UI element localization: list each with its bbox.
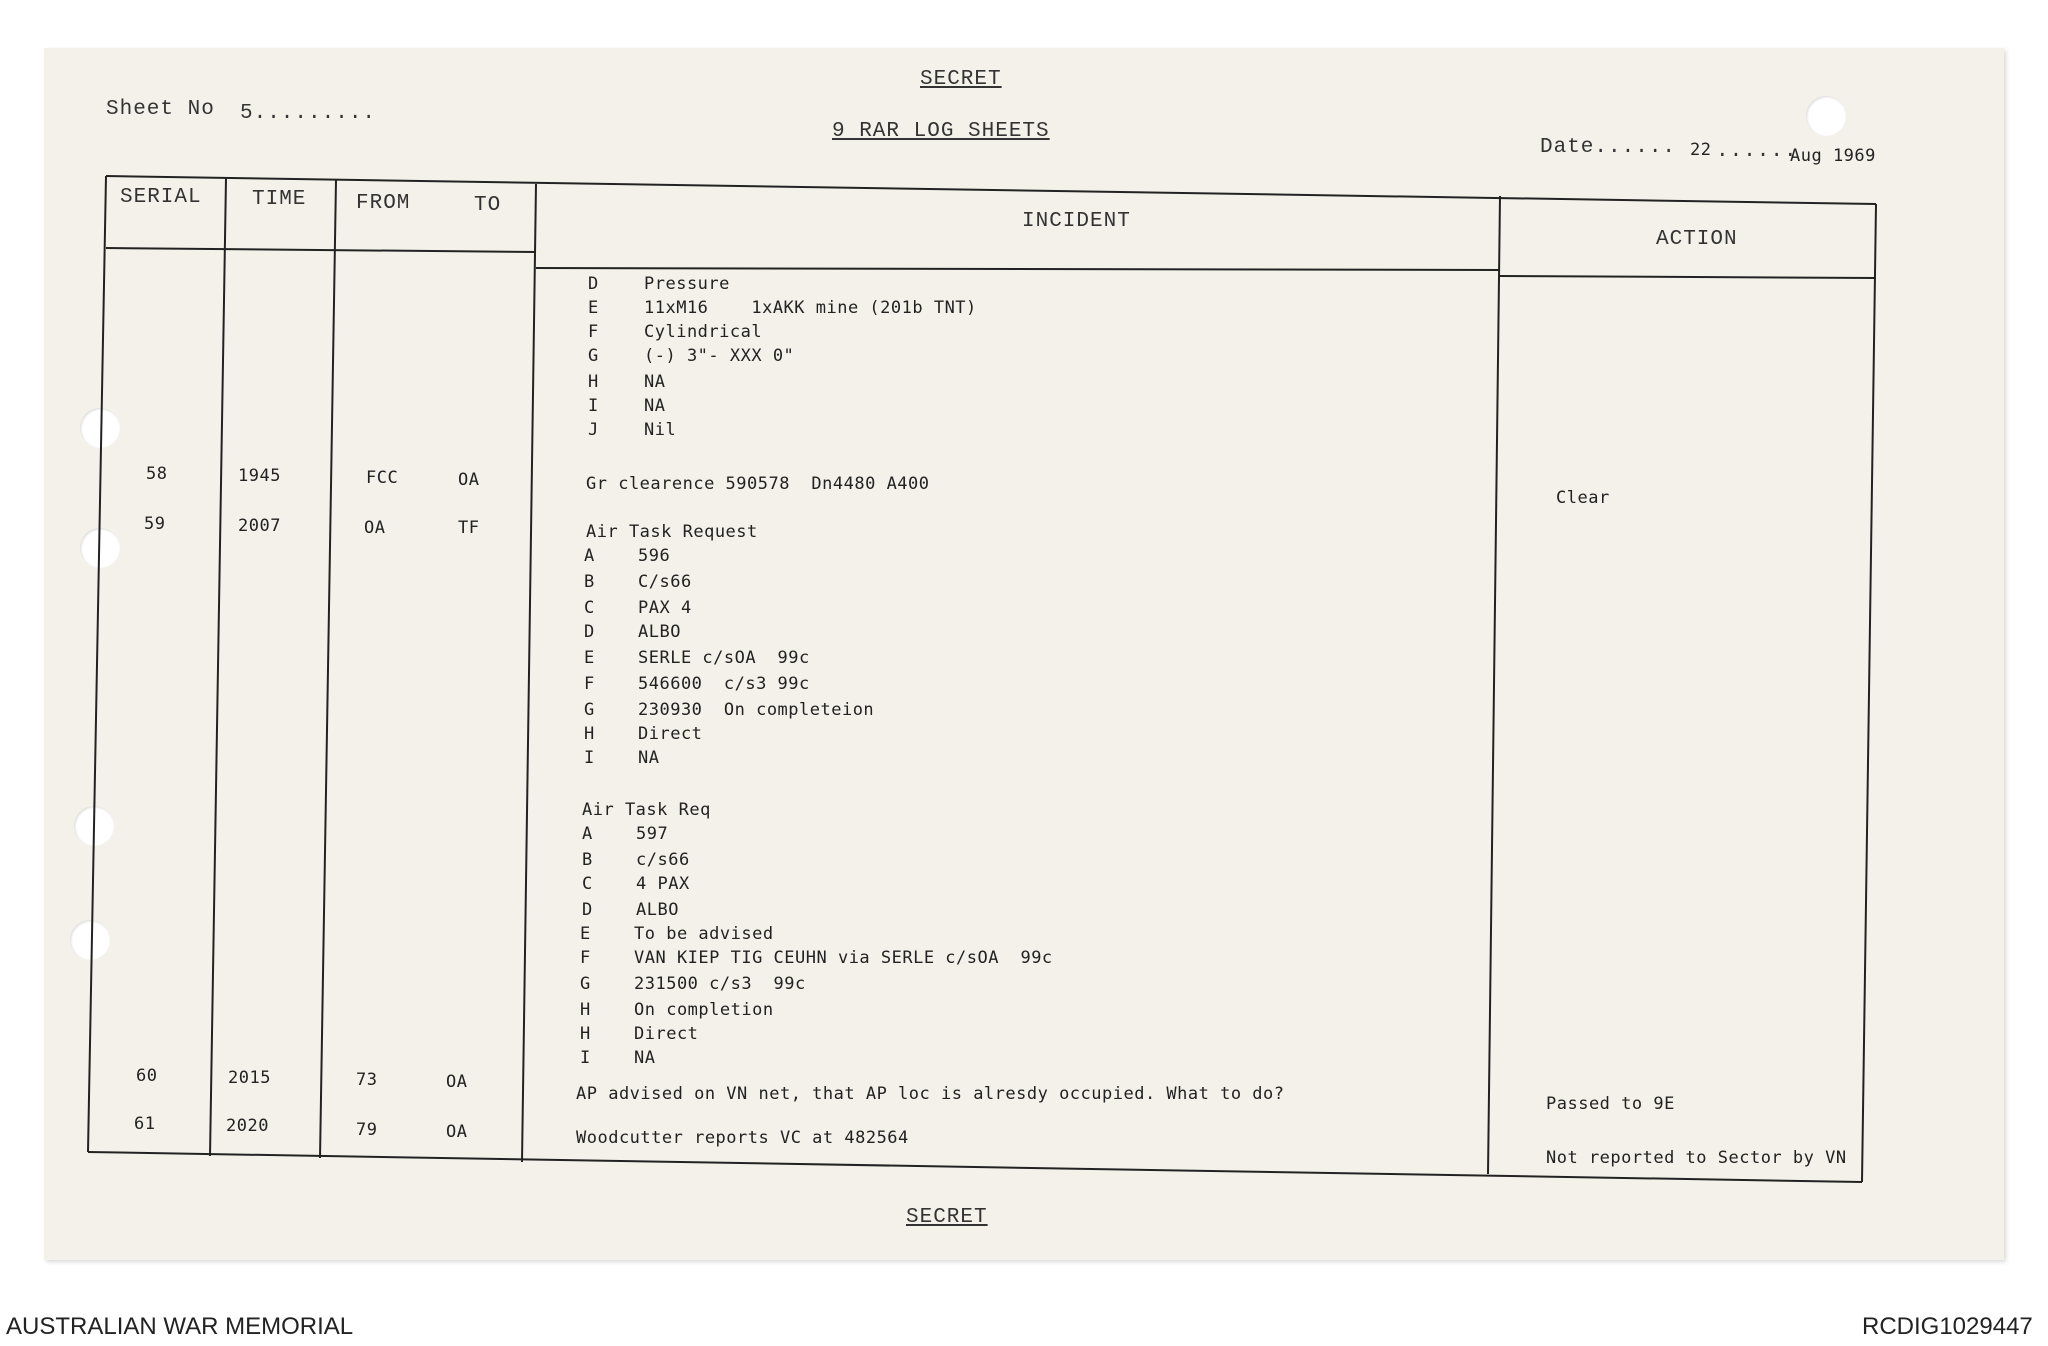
list-item-code: E [588, 298, 599, 318]
list-item-text: c/s66 [636, 850, 690, 870]
list-item-text: (-) 3"- XXX 0" [644, 346, 795, 366]
list-item-text: C/s66 [638, 572, 692, 592]
list-item-code: H [584, 724, 595, 744]
list-item-code: I [584, 748, 595, 768]
list-item-code: H [580, 1000, 591, 1020]
list-item-code: H [580, 1024, 591, 1044]
list-item-code: C [584, 598, 595, 618]
list-item-text: NA [634, 1048, 656, 1068]
list-item-code: B [584, 572, 595, 592]
list-item-code: D [584, 622, 595, 642]
column-header-from: FROM [356, 192, 411, 215]
air-task-req-title: Air Task Req [582, 800, 711, 820]
sheet-number-label: Sheet No [106, 98, 215, 121]
list-item-code: J [588, 420, 599, 440]
date-dots: ...... [1716, 140, 1798, 163]
list-item-text: 231500 c/s3 99c [634, 974, 806, 994]
entry-incident: AP advised on VN net, that AP loc is alresdy occupied. What to do? [576, 1084, 1285, 1104]
list-item-text: PAX 4 [638, 598, 692, 618]
list-item-code: E [584, 648, 595, 668]
catalog-id: RCDIG1029447 [1862, 1313, 2033, 1340]
list-item-text: VAN KIEP TIG CEUHN via SERLE c/sOA 99c [634, 948, 1053, 968]
entry-incident: Woodcutter reports VC at 482564 [576, 1128, 909, 1148]
list-item-code: B [582, 850, 593, 870]
column-header-action: ACTION [1656, 228, 1738, 251]
date-day: 22 [1690, 140, 1712, 160]
list-item-text: 597 [636, 824, 669, 844]
list-item-text: To be advised [634, 924, 774, 944]
list-item-code: D [582, 900, 593, 920]
classification-bottom: SECRET [906, 1206, 988, 1229]
list-item-text: Direct [638, 724, 703, 744]
entry-from: 79 [356, 1120, 378, 1140]
list-item-text: NA [638, 748, 660, 768]
entry-to: OA [458, 470, 480, 490]
list-item-text: Pressure [644, 274, 730, 294]
column-header-time: TIME [252, 188, 307, 211]
entry-serial: 58 [146, 464, 168, 484]
list-item-code: F [584, 674, 595, 694]
entry-time: 1945 [238, 466, 281, 486]
sheet-number-value: 5......... [240, 102, 377, 125]
list-item-text: Cylindrical [644, 322, 763, 342]
date-label: Date...... [1540, 136, 1677, 159]
list-item-code: G [588, 346, 599, 366]
list-item-text: 230930 On completeion [638, 700, 875, 720]
column-header-incident: INCIDENT [1022, 210, 1131, 233]
list-item-code: F [580, 948, 591, 968]
list-item-text: Nil [644, 420, 677, 440]
list-item-code: H [588, 372, 599, 392]
column-header-serial: SERIAL [120, 186, 202, 209]
entry-serial: 61 [134, 1114, 156, 1134]
entry-incident: Gr clearence 590578 Dn4480 A400 [586, 474, 930, 494]
list-item-code: I [580, 1048, 591, 1068]
list-item-text: ALBO [638, 622, 681, 642]
list-item-code: G [584, 700, 595, 720]
list-item-code: D [588, 274, 599, 294]
entry-to: TF [458, 518, 480, 538]
list-item-code: E [580, 924, 591, 944]
list-item-text: 596 [638, 546, 671, 566]
classification-top: SECRET [920, 68, 1002, 91]
list-item-text: ALBO [636, 900, 679, 920]
page-title: 9 RAR LOG SHEETS [832, 120, 1050, 143]
entry-to: OA [446, 1122, 468, 1142]
entry-from: OA [364, 518, 386, 538]
list-item-code: C [582, 874, 593, 894]
list-item-text: On completion [634, 1000, 774, 1020]
institution-label: AUSTRALIAN WAR MEMORIAL [6, 1313, 354, 1340]
entry-to: OA [446, 1072, 468, 1092]
entry-time: 2020 [226, 1116, 269, 1136]
list-item-code: F [588, 322, 599, 342]
entry-action: Passed to 9E [1546, 1094, 1675, 1114]
entry-action: Clear [1556, 488, 1610, 508]
list-item-text: SERLE c/sOA 99c [638, 648, 810, 668]
list-item-text: NA [644, 372, 666, 392]
list-item-text: 11xM16 1xAKK mine (201b TNT) [644, 298, 977, 318]
column-header-to: TO [474, 194, 502, 217]
entry-from: FCC [366, 468, 399, 488]
entry-serial: 60 [136, 1066, 158, 1086]
list-item-code: I [588, 396, 599, 416]
date-month-year: Aug 1969 [1790, 146, 1876, 166]
list-item-text: 546600 c/s3 99c [638, 674, 810, 694]
list-item-code: A [582, 824, 593, 844]
entry-time: 2015 [228, 1068, 271, 1088]
list-item-code: A [584, 546, 595, 566]
entry-serial: 59 [144, 514, 166, 534]
entry-time: 2007 [238, 516, 281, 536]
list-item-text: Direct [634, 1024, 699, 1044]
entry-action: Not reported to Sector by VN [1546, 1148, 1847, 1168]
list-item-text: NA [644, 396, 666, 416]
entry-incident: Air Task Request [586, 522, 758, 542]
list-item-code: G [580, 974, 591, 994]
list-item-text: 4 PAX [636, 874, 690, 894]
entry-from: 73 [356, 1070, 378, 1090]
